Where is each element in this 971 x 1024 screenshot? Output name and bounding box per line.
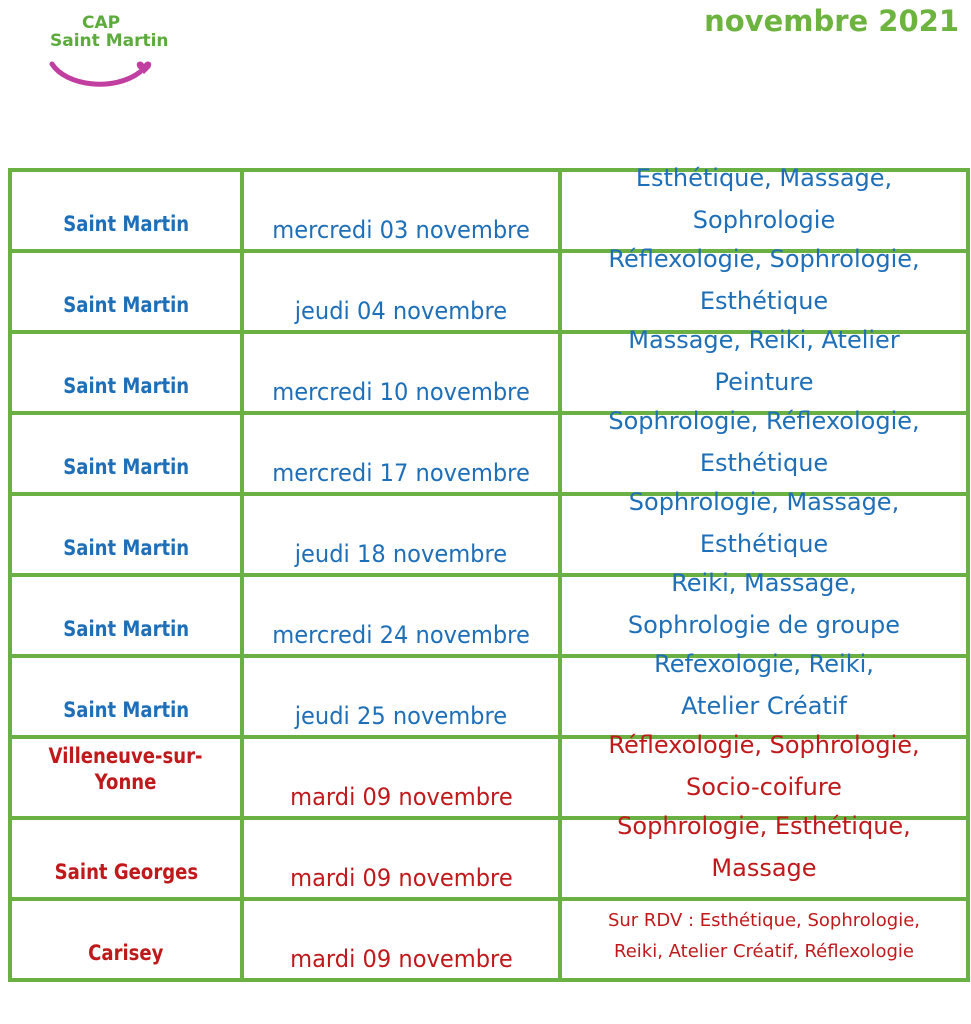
date-cell xyxy=(242,818,560,899)
place-name: Saint Martin xyxy=(63,292,189,317)
place-name: Saint Martin xyxy=(63,616,189,641)
place-name: Saint Martin xyxy=(63,373,189,398)
activities-line: Socio-coifure xyxy=(686,772,842,801)
date-cell xyxy=(242,899,560,980)
date-cell xyxy=(242,737,560,818)
activities-line: Esthétique xyxy=(699,529,829,558)
activities-line: Sophrologie, Massage, xyxy=(628,487,900,516)
schedule-table xyxy=(8,163,970,982)
session-date: mardi 09 novembre xyxy=(289,863,513,892)
activities-line: Peinture xyxy=(714,367,814,396)
activities-line: Esthétique xyxy=(699,286,829,315)
place-name: Saint Georges xyxy=(54,859,198,884)
session-date: mardi 09 novembre xyxy=(289,944,513,973)
activities-cell xyxy=(560,811,968,899)
date-cell xyxy=(242,251,560,332)
place-name: Saint Martin xyxy=(63,211,189,236)
page-title: novembre 2021 xyxy=(704,4,959,38)
date-cell xyxy=(242,413,560,494)
activities-line: Sophrologie, Réflexologie, xyxy=(608,406,920,435)
activities-line: Sur RDV : Esthétique, Sophrologie, xyxy=(607,909,921,931)
activities-cell xyxy=(560,899,968,980)
date-cell xyxy=(242,494,560,575)
activities-line: Sophrologie, Esthétique, xyxy=(617,811,911,840)
activities-line: Massage, Reiki, Atelier xyxy=(628,325,900,354)
cap-saint-martin-logo xyxy=(44,10,169,96)
table-row xyxy=(10,818,968,899)
place-name: Saint Martin xyxy=(63,697,189,722)
place-name xyxy=(49,743,203,795)
date-cell xyxy=(242,575,560,656)
session-date: mardi 09 novembre xyxy=(289,782,513,811)
logo-text-cap: CAP xyxy=(82,13,121,33)
activities-line: Sophrologie xyxy=(692,205,836,234)
session-date: jeudi 04 novembre xyxy=(294,296,508,325)
activities-line: Refexologie, Reiki, xyxy=(654,649,874,678)
activities-line: Sophrologie de groupe xyxy=(627,610,901,639)
session-date: mercredi 03 novembre xyxy=(272,215,530,244)
activities-line: Réflexologie, Sophrologie, xyxy=(608,244,920,273)
session-date: jeudi 18 novembre xyxy=(294,539,508,568)
logo-text-saint-martin: Saint Martin xyxy=(50,31,169,51)
place-cell xyxy=(10,251,242,332)
smile-heart-icon xyxy=(44,50,164,96)
place-cell xyxy=(10,332,242,413)
place-name: Carisey xyxy=(88,940,164,965)
date-cell xyxy=(242,170,560,251)
session-date: mercredi 17 novembre xyxy=(272,458,530,487)
activities-line: Atelier Créatif xyxy=(681,691,847,720)
date-cell xyxy=(242,332,560,413)
place-cell xyxy=(10,656,242,737)
activities-line: Reiki, Massage, xyxy=(671,568,857,597)
table-row xyxy=(10,899,968,980)
place-cell xyxy=(10,575,242,656)
session-date: jeudi 25 novembre xyxy=(294,701,508,730)
activities-line: Réflexologie, Sophrologie, xyxy=(608,730,920,759)
place-cell xyxy=(10,170,242,251)
place-cell xyxy=(10,494,242,575)
place-name-line: Villeneuve-sur- xyxy=(49,743,203,768)
place-name: Saint Martin xyxy=(63,535,189,560)
place-cell xyxy=(10,899,242,980)
place-name-line: Yonne xyxy=(95,769,157,794)
date-cell xyxy=(242,656,560,737)
activities-line: Massage xyxy=(711,853,817,882)
activities-line: Esthétique, Massage, xyxy=(635,163,893,192)
session-date: mercredi 10 novembre xyxy=(272,377,530,406)
place-cell xyxy=(10,818,242,899)
activities-line: Reiki, Atelier Créatif, Réflexologie xyxy=(614,940,914,962)
activities-line: Esthétique xyxy=(699,448,829,477)
place-name: Saint Martin xyxy=(63,454,189,479)
place-cell xyxy=(10,737,242,818)
place-cell xyxy=(10,413,242,494)
session-date: mercredi 24 novembre xyxy=(272,620,530,649)
